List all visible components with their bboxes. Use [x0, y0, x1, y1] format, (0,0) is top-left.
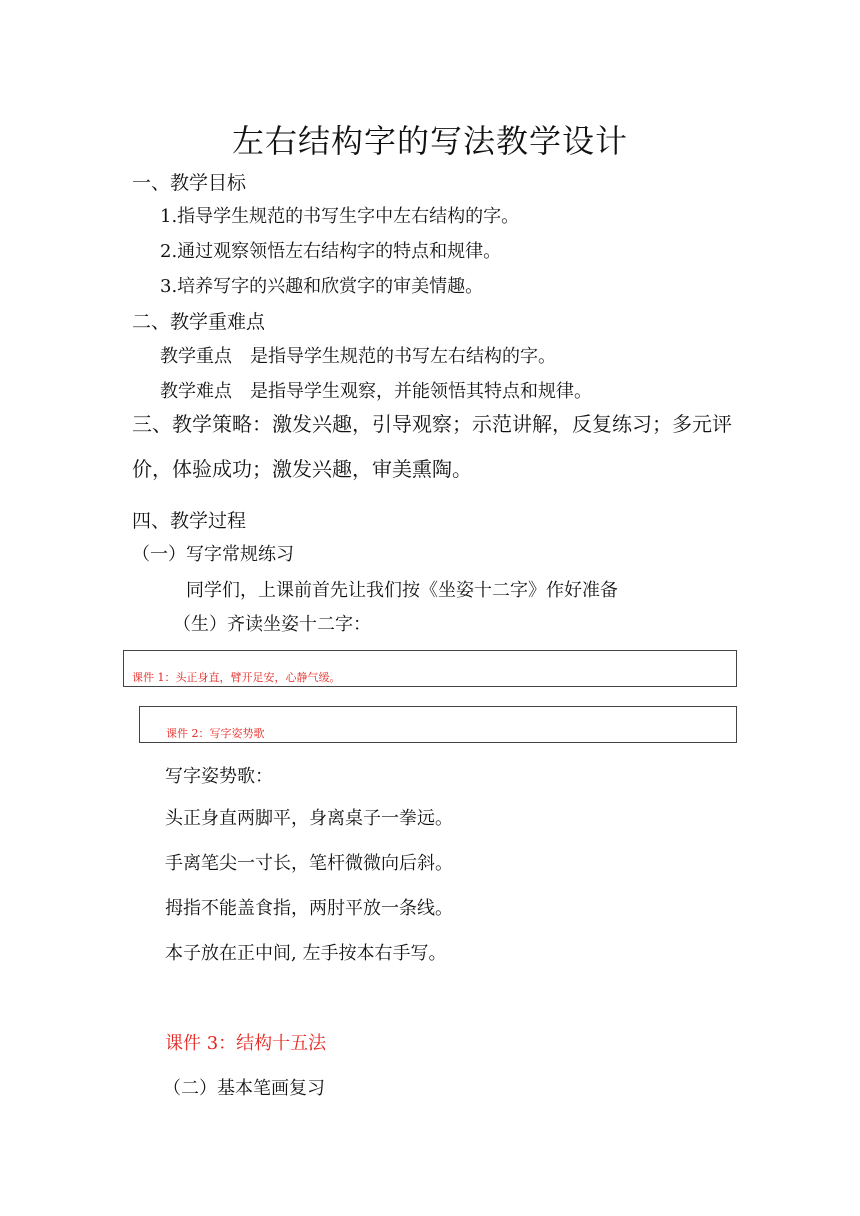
difficult-point-text: 教学难点 是指导学生观察，并能领悟其特点和规律。 [160, 381, 592, 402]
section-heading-key-points: 二、教学重难点 [132, 311, 266, 333]
student-reading-line: （生）齐读坐姿十二字： [173, 614, 371, 635]
courseware-2-text: 课件 2：写字姿势歌 [166, 727, 265, 740]
objective-item-1: 1.指导学生规范的书写生字中左右结构的字。 [160, 206, 520, 227]
teaching-strategy-paragraph: 三、教学策略：激发兴趣，引导观察；示范讲解，反复练习；多元评价，体验成功；激发兴趣，审美熏陶。 [132, 412, 732, 481]
poem-line-2: 手离笔尖一寸长，笔杆微微向后斜。 [165, 853, 453, 874]
section-heading-process: 四、教学过程 [132, 510, 247, 532]
courseware-3-text: 课件 3：结构十五法 [165, 1033, 327, 1054]
key-point-text: 教学重点 是指导学生规范的书写左右结构的字。 [160, 346, 556, 367]
poem-line-4: 本子放在正中间, 左手按本右手写。 [165, 943, 447, 964]
courseware-box-1 [123, 650, 737, 687]
subsection-heading-routine: （一）写字常规练习 [132, 544, 294, 565]
objective-item-2: 2.通过观察领悟左右结构字的特点和规律。 [160, 241, 502, 262]
poem-line-3: 拇指不能盖食指，两肘平放一条线。 [165, 898, 453, 919]
poem-line-1: 头正身直两脚平，身离桌子一拳远。 [165, 808, 453, 829]
objective-item-3: 3.培养写字的兴趣和欣赏字的审美情趣。 [160, 276, 484, 297]
section-heading-objectives: 一、教学目标 [132, 172, 247, 194]
courseware-box-2 [139, 706, 737, 743]
poem-title: 写字姿势歌： [165, 766, 273, 787]
teacher-instruction-line: 同学们，上课前首先让我们按《坐姿十二字》作好准备 [186, 580, 618, 601]
page-title: 左右结构字的写法教学设计 [231, 122, 628, 160]
subsection-heading-strokes: （二）基本笔画复习 [163, 1078, 325, 1099]
courseware-1-text: 课件 1：头正身直，臂开足安，心静气缓。 [132, 671, 341, 684]
